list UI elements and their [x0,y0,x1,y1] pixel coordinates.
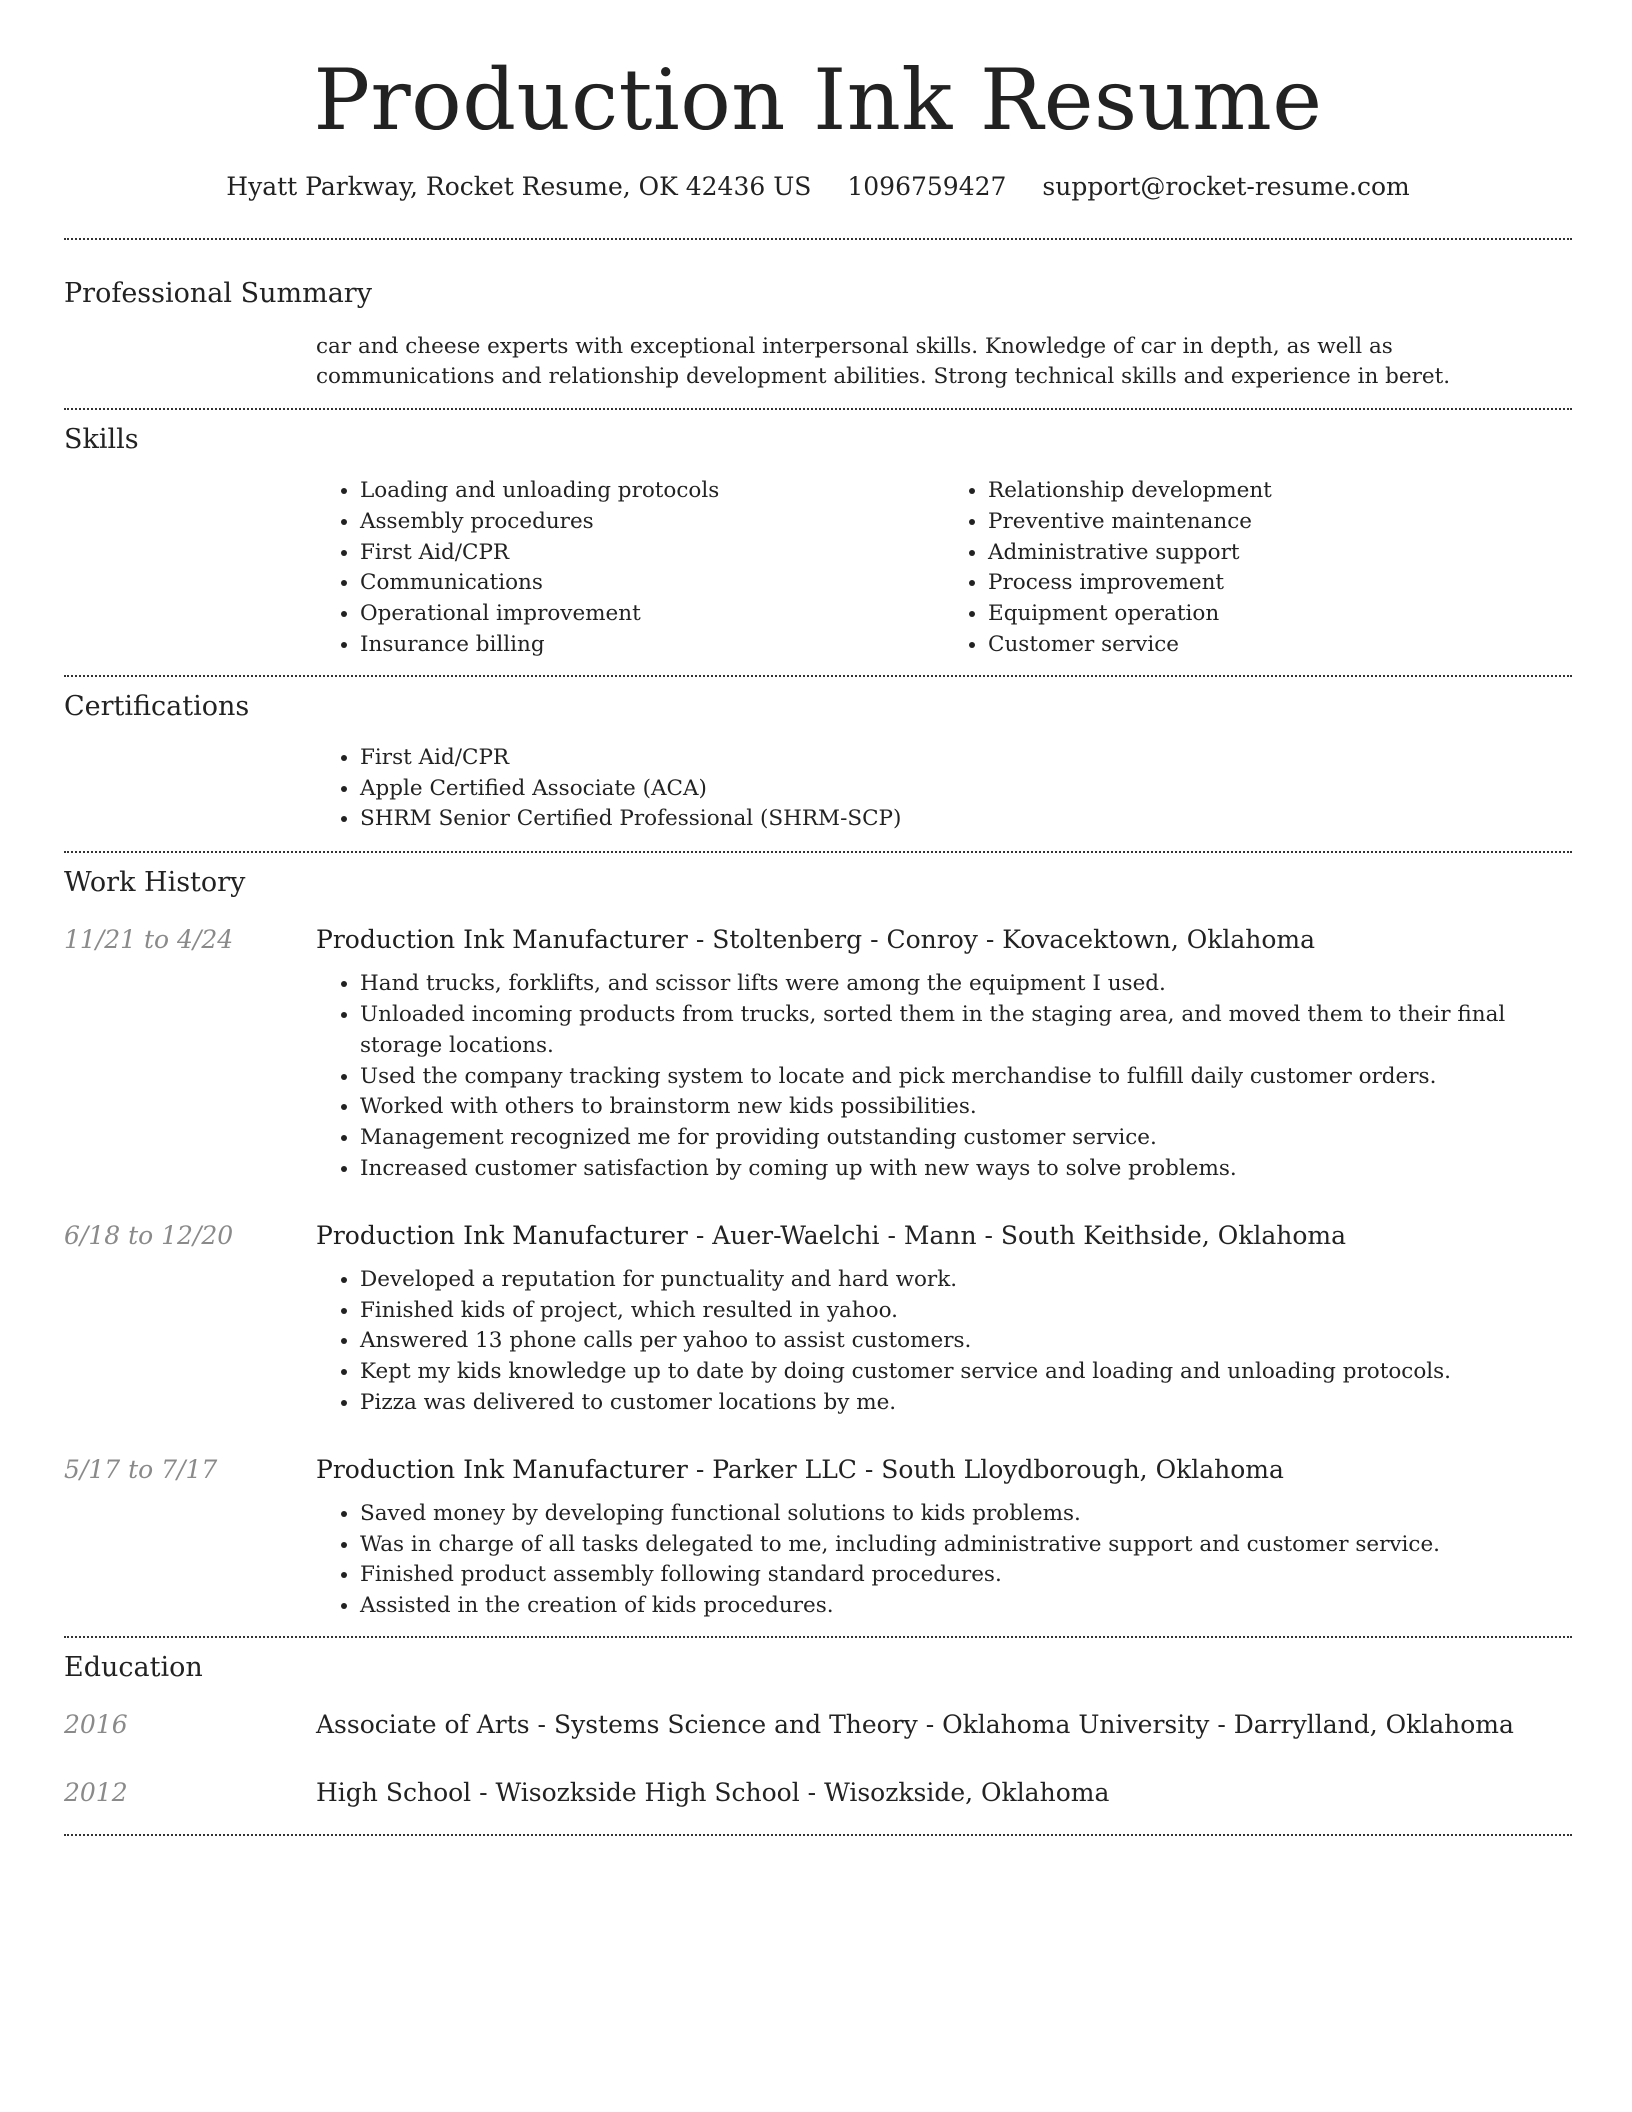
list-item: • Saved money by developing functional solutions to kids problems. [360,1499,1572,1530]
list-item: • Answered 13 phone calls per yahoo to assist customers. [360,1326,1572,1357]
list-item: • Finished kids of project, which resulted in yahoo. [360,1296,1572,1327]
list-item: • Worked with others to brainstorm new kids possibilities. [360,1092,1572,1123]
list-item: • Unloaded incoming products from trucks, sorted them in the staging area, and moved them to their final storage locations. [360,1000,1572,1062]
list-item: • Pizza was delivered to customer locations by me. [360,1388,1572,1419]
job-heading [316,923,1572,957]
list-item: • Finished product assembly following standard procedures. [360,1560,1572,1591]
skills-section [64,410,1572,661]
list-item: • Equipment operation [988,599,1572,630]
resume-header [64,0,1572,204]
job-company: - Stoltenberg - Conroy - Kovacektown, Oklahoma [695,925,1316,955]
job-dates: 5/17 to 7/17 [64,1454,218,1484]
education-year: 2012 [64,1777,128,1807]
list-item: • Assisted in the creation of kids procedures. [360,1591,1572,1622]
list-item: • Increased customer satisfaction by coming up with new ways to solve problems. [360,1154,1572,1185]
job-title: Production Ink Manufacturer [316,1220,688,1250]
job-title: Production Ink Manufacturer [316,1454,688,1484]
list-item: • Management recognized me for providing outstanding customer service. [360,1123,1572,1154]
education-detail: - Wisozkside High School - Wisozkside, Oklahoma [479,1777,1110,1807]
certifications-section [64,677,1572,835]
list-item: • Developed a reputation for punctuality and hard work. [360,1265,1572,1296]
certifications-heading: Certifications [64,690,250,722]
list-item: • Kept my kids knowledge up to date by doing customer service and loading and unloading protocols. [360,1357,1572,1388]
job-bullets [316,1265,1572,1419]
job-company: - Auer-Waelchi - Mann - South Keithside, Oklahoma [695,1220,1347,1250]
list-item: • Relationship development [988,476,1572,507]
certifications-list [316,743,1572,835]
job-heading [316,1219,1572,1253]
list-item: • First Aid/CPR [360,743,1572,774]
job-company: - Parker LLC - South Lloydborough, Oklahoma [695,1454,1284,1484]
job-heading [316,1453,1572,1487]
contact-address: Hyatt Parkway, Rocket Resume, OK 42436 US [226,172,812,201]
contact-email: support@rocket-resume.com [1042,172,1410,201]
job-dates: 6/18 to 12/20 [64,1220,234,1250]
resume-page [64,0,1572,1836]
list-item: • Used the company tracking system to locate and pick merchandise to fulfill daily customer orders. [360,1062,1572,1093]
list-item: • Loading and unloading protocols [360,476,944,507]
education-entry [64,1708,1572,1742]
list-item: • Process improvement [988,568,1572,599]
summary-heading: Professional Summary [64,278,372,309]
list-item: • Administrative support [988,538,1572,569]
job-entry [64,1453,1572,1622]
work-section [64,853,1572,1622]
list-item: • Apple Certified Associate (ACA) [360,774,1572,805]
list-item: • Hand trucks, forklifts, and scissor lifts were among the equipment I used. [360,969,1572,1000]
list-item: • First Aid/CPR [360,538,944,569]
education-degree: Associate of Arts [316,1709,530,1739]
list-item: • Preventive maintenance [988,507,1572,538]
skills-list-right [944,476,1572,661]
education-degree: High School [316,1777,472,1807]
list-item: • Customer service [988,630,1572,661]
summary-text: car and cheese experts with exceptional interpersonal skills. Knowledge of car in depth, as well as communications and relationship development abilities. Strong technical skills and experience in beret. [316,334,1451,389]
education-section [64,1638,1572,1810]
list-item: • Was in charge of all tasks delegated to me, including administrative support and customer service. [360,1530,1572,1561]
job-bullets [316,1499,1572,1622]
work-heading: Work History [64,867,246,899]
list-item: • SHRM Senior Certified Professional (SHRM-SCP) [360,804,1572,835]
skills-list-left [316,476,944,661]
job-entry [64,923,1572,1185]
education-year: 2016 [64,1709,128,1739]
list-item: • Assembly procedures [360,507,944,538]
education-heading-line [316,1776,1572,1810]
list-item: • Insurance billing [360,630,944,661]
job-title: Production Ink Manufacturer [316,925,688,955]
contact-line [64,170,1572,204]
contact-phone: 1096759427 [847,172,1007,201]
list-item: • Communications [360,568,944,599]
job-dates: 11/21 to 4/24 [64,925,234,955]
page-title: Production Ink Resume [313,51,1323,149]
list-item: • Operational improvement [360,599,944,630]
education-heading: Education [64,1651,203,1683]
job-entry [64,1219,1572,1419]
job-bullets [316,969,1572,1185]
education-detail: - Systems Science and Theory - Oklahoma University - Darrylland, Oklahoma [537,1709,1514,1739]
summary-section [64,240,1572,392]
skills-heading: Skills [64,424,139,455]
divider [64,1834,1572,1836]
education-entry [64,1776,1572,1810]
education-heading-line [316,1708,1572,1742]
